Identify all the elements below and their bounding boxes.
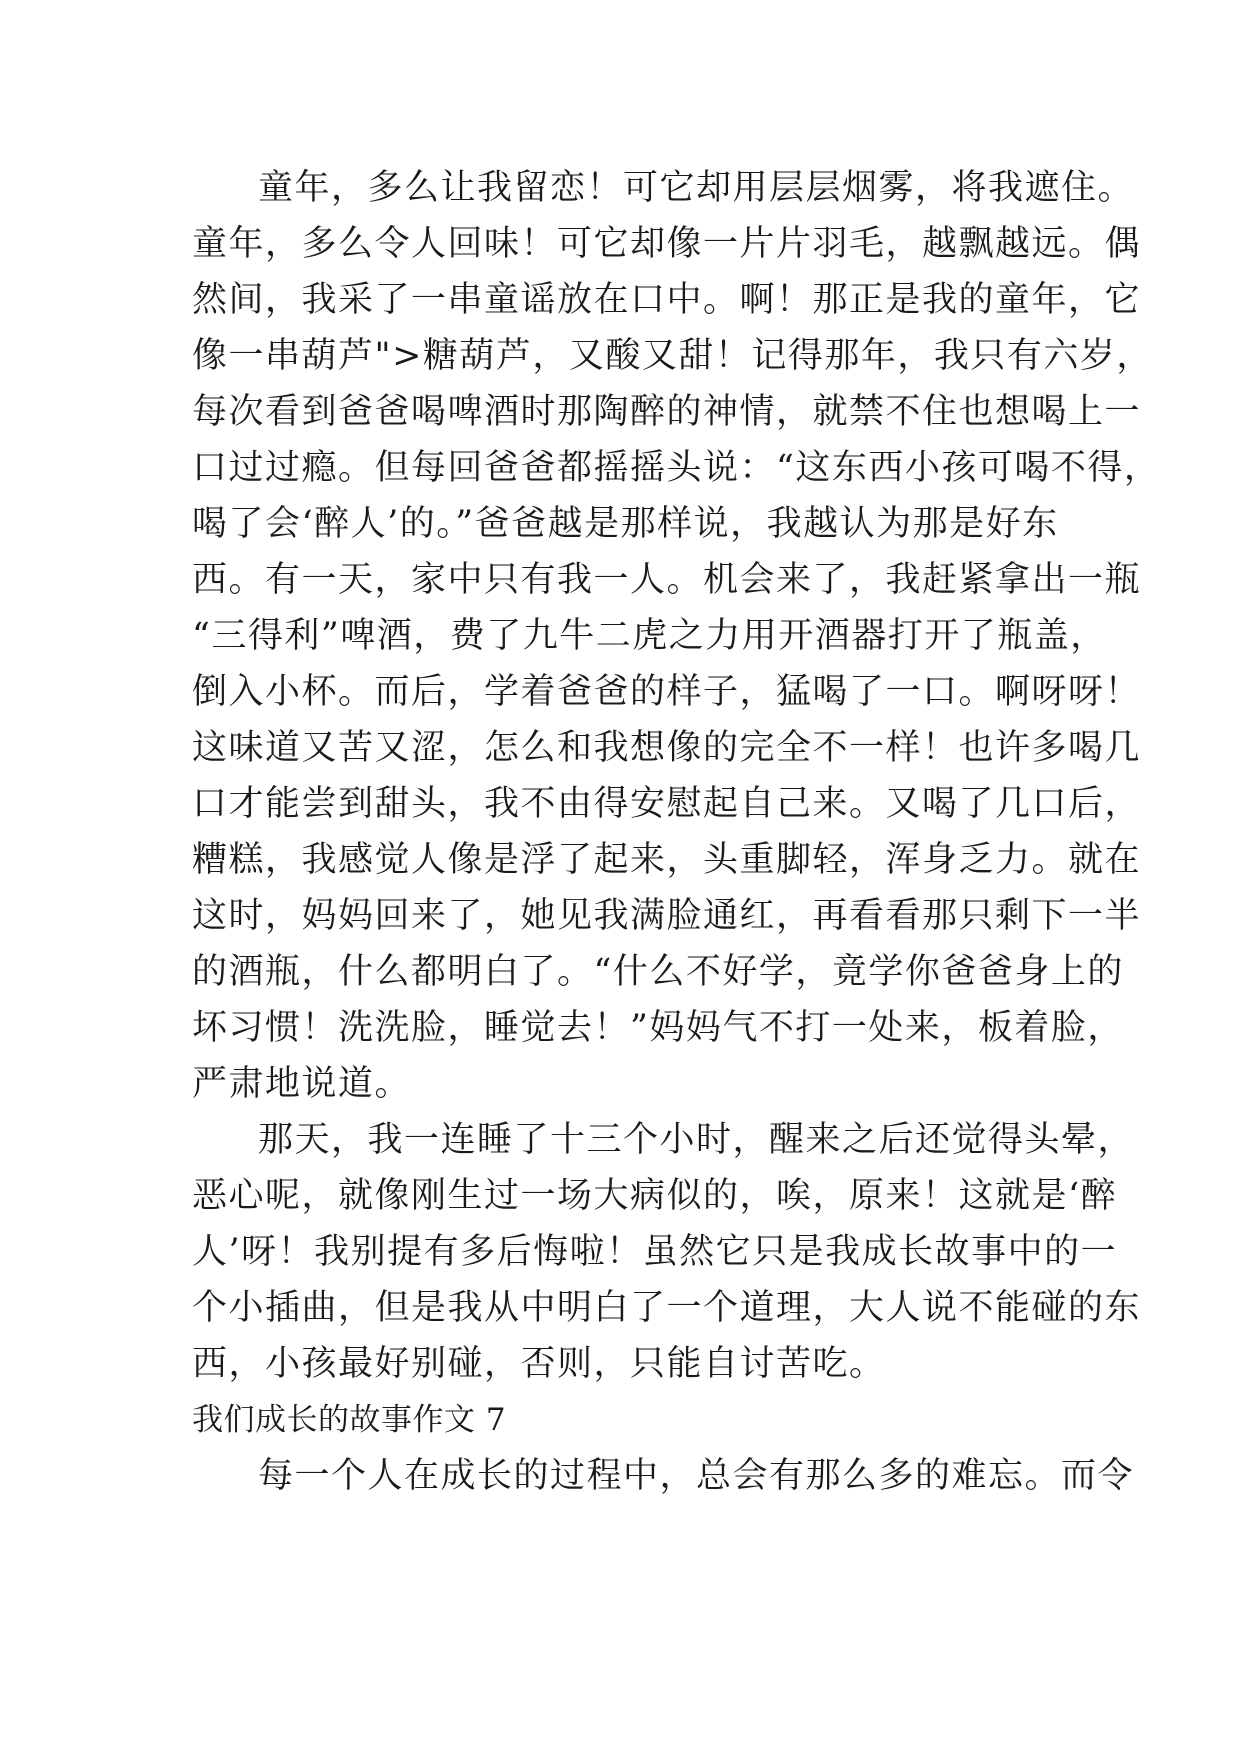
- text-line: 那天，我一连睡了十三个小时，醒来之后还觉得头晕，: [258, 1120, 1135, 1160]
- text-line: 糟糕，我感觉人像是浮了起来，头重脚轻，浑身乏力。就在: [192, 840, 1142, 880]
- text-line: 个小插曲，但是我从中明白了一个道理，大人说不能碰的东: [192, 1288, 1142, 1328]
- text-line: 西，小孩最好别碰，否则，只能自讨苦吃。: [192, 1344, 886, 1384]
- text-line: 每次看到爸爸喝啤酒时那陶醉的神情，就禁不住也想喝上一: [192, 392, 1142, 432]
- paragraph-2: [192, 1112, 1142, 1392]
- text-line: 西。有一天，家中只有我一人。机会来了，我赶紧拿出一瓶: [192, 560, 1142, 600]
- text-line: 然间，我采了一串童谣放在口中。啊！那正是我的童年，它: [192, 280, 1142, 320]
- text-line: 人’呀！我别提有多后悔啦！虽然它只是我成长故事中的一: [192, 1232, 1118, 1272]
- paragraph-1: [192, 160, 1161, 1112]
- text-line: “三得利”啤酒，费了九牛二虎之力用开酒器打开了瓶盖，: [192, 616, 1107, 656]
- document-body: [192, 160, 1161, 1504]
- text-line: 像一串葫芦">糖葫芦，又酸又甜！记得那年，我只有六岁，: [192, 336, 1153, 376]
- text-line: 口才能尝到甜头，我不由得安慰起自己来。又喝了几口后，: [192, 784, 1142, 824]
- text-line: 童年，多么让我留恋！可它却用层层烟雾，将我遮住。: [258, 168, 1135, 208]
- paragraph-3: [192, 1448, 1135, 1504]
- text-line: 倒入小杯。而后，学着爸爸的样子，猛喝了一口。啊呀呀！: [192, 672, 1142, 712]
- text-line: 严肃地说道。: [192, 1064, 412, 1104]
- text-line: 每一个人在成长的过程中，总会有那么多的难忘。而令: [258, 1456, 1135, 1496]
- text-line: 这时，妈妈回来了，她见我满脸通红，再看看那只剩下一半: [192, 896, 1142, 936]
- text-line: 的酒瓶，什么都明白了。“什么不好学，竟学你爸爸身上的: [192, 952, 1124, 992]
- text-line: 喝了会‘醉人’的。”爸爸越是那样说，我越认为那是好东: [192, 504, 1059, 544]
- text-line: 口过过瘾。但每回爸爸都摇摇头说：“这东西小孩可喝不得，: [192, 448, 1161, 488]
- section-heading: 我们成长的故事作文 7: [192, 1402, 507, 1438]
- text-line: 恶心呢，就像刚生过一场大病似的，唉，原来！这就是‘醉: [192, 1176, 1118, 1216]
- text-line: 这味道又苦又涩，怎么和我想像的完全不一样！也许多喝几: [192, 728, 1142, 768]
- text-line: 童年，多么令人回味！可它却像一片片羽毛，越飘越远。偶: [192, 224, 1142, 264]
- text-line: 坏习惯！洗洗脸，睡觉去！”妈妈气不打一处来，板着脸，: [192, 1008, 1124, 1048]
